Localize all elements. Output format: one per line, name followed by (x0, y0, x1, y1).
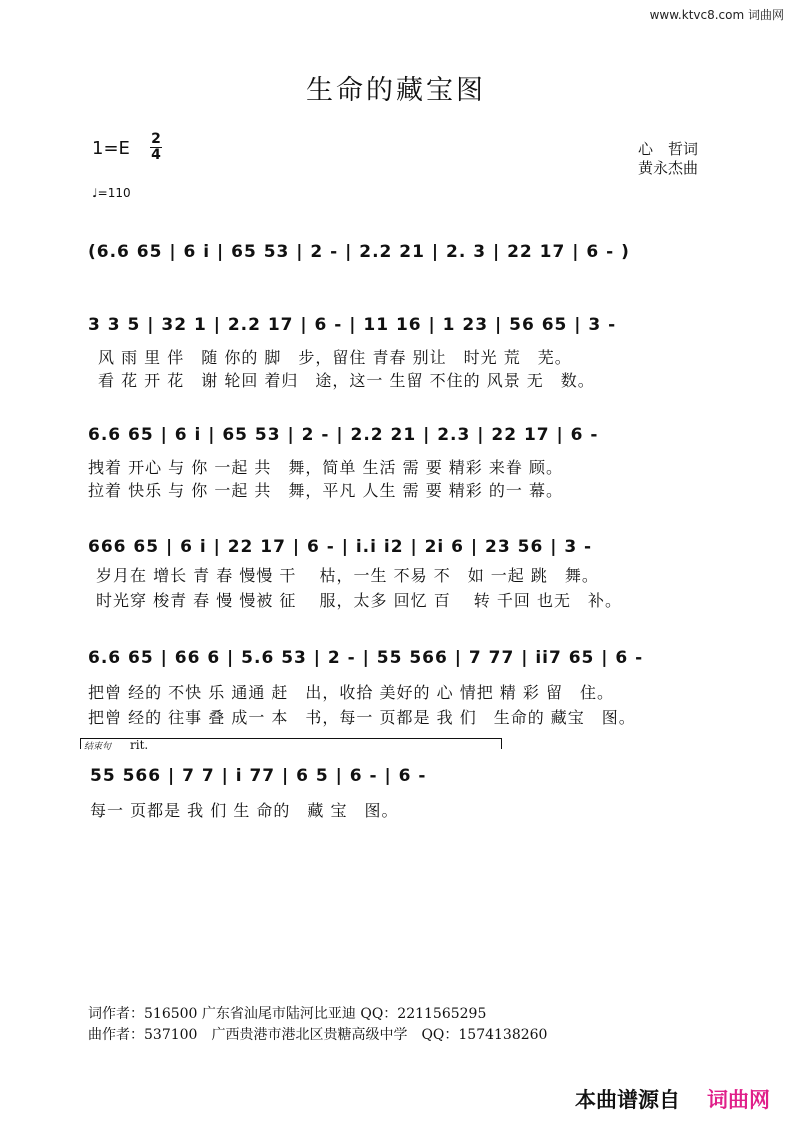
page-title: 生命的藏宝图 (306, 75, 486, 106)
score-row-5-notes: 6.6 65 | 66 6 | 5.6 53 | 2 - | 55 566 | 7 77 | ii7 65 | 6 - (88, 648, 644, 668)
lyricist-credit: 心 哲词 (637, 140, 698, 158)
score-row-1-notes: (6.6 65 | 6 i | 65 53 | 2 - | 2.2 21 | 2. 3 | 22 17 | 6 - ) (88, 242, 630, 262)
lyric-row-4-verse-2: 时光穿 梭青 春 慢 慢被 征 服，太多 回忆 百 转 千回 也无 补。 (96, 591, 622, 610)
score-row-4-notes: 666 65 | 6 i | 22 17 | 6 - | i.i i2 | 2i 6 | 23 56 | 3 - (88, 537, 593, 557)
ending-lyric: 每一 页都是 我 们 生 命的 藏 宝 图。 (90, 801, 399, 820)
composer-credit: 黄永杰曲 (637, 159, 698, 177)
score-row-2-notes: 3 3 5 | 32 1 | 2.2 17 | 6 - | 11 16 | 1 23 | 56 65 | 3 - (88, 315, 617, 335)
lyric-row-2-verse-1: 风 雨 里 伴 随 你的 脚 步，留住 青春 别让 时光 荒 芜。 (98, 348, 572, 367)
source-logo[interactable]: 词曲网 (707, 1088, 770, 1112)
time-signature (148, 132, 164, 163)
ritardando-marking: rit. (130, 738, 149, 752)
lyric-row-3-verse-1: 拽着 开心 与 你 一起 共 舞，简单 生活 需 要 精彩 来眷 顾。 (88, 458, 563, 477)
lyric-row-2-verse-2: 看 花 开 花 谢 轮回 着归 途，这一 生留 不住的 风景 无 数。 (98, 371, 595, 390)
meter-top: 2 (151, 131, 161, 147)
lyric-row-4-verse-1: 岁月在 增长 青 春 慢慢 干 枯，一生 不易 不 如 一起 跳 舞。 (96, 566, 599, 585)
key-signature: 1=E (92, 138, 130, 159)
lyric-row-3-verse-2: 拉着 快乐 与 你 一起 共 舞，平凡 人生 需 要 精彩 的一 幕。 (88, 481, 563, 500)
footer-lyricist-info: 词作者：516500 广东省汕尾市陆河比亚迪 QQ：2211565295 (88, 1006, 487, 1022)
tempo-marking: ♩=110 (92, 186, 131, 200)
score-row-3-notes: 6.6 65 | 6 i | 65 53 | 2 - | 2.2 21 | 2.3 | 22 17 | 6 - (88, 425, 599, 445)
ending-notes: 55 566 | 7 7 | i 77 | 6 5 | 6 - | 6 - (90, 766, 427, 786)
footer-composer-info: 曲作者：537100 广西贵港市港北区贵糖高级中学 QQ：1574138260 (88, 1027, 548, 1043)
lyric-row-5-verse-1: 把曾 经的 不快 乐 通通 赶 出，收拾 美好的 心 情把 精 彩 留 住。 (88, 683, 614, 702)
ending-label: 结束句 (84, 742, 112, 752)
source-text: 本曲谱源自 (575, 1088, 680, 1112)
site-watermark-top: www.ktvc8.com 词曲网 (649, 8, 784, 22)
meter-bottom: 4 (151, 147, 161, 163)
lyric-row-5-verse-2: 把曾 经的 往事 叠 成一 本 书，每一 页都是 我 们 生命的 藏宝 图。 (88, 708, 636, 727)
